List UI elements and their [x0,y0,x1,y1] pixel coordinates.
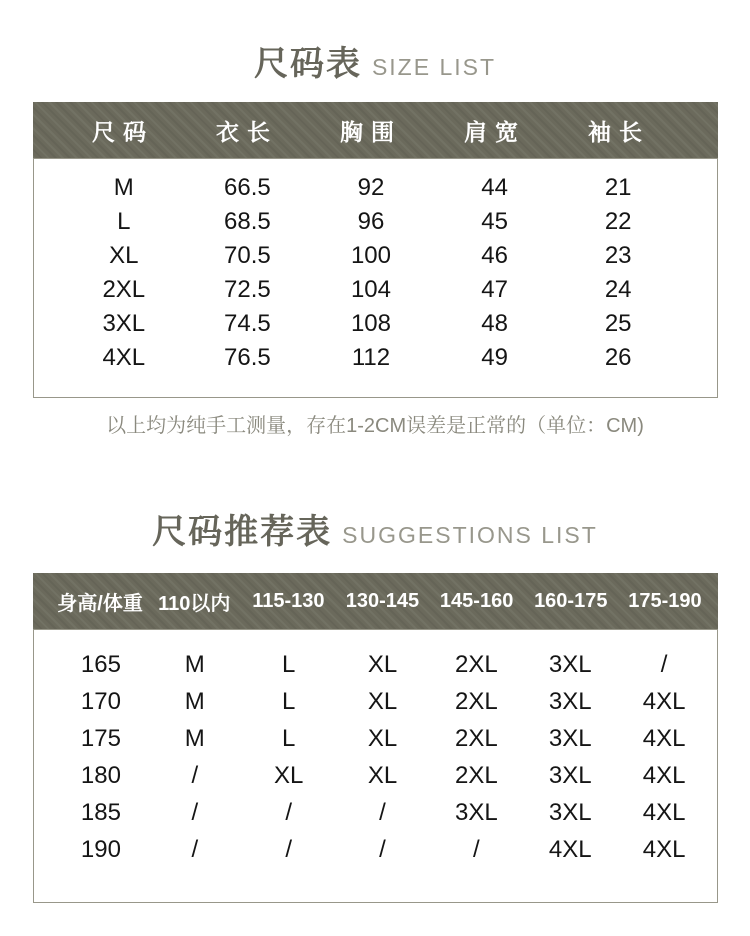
table-cell: 22 [604,208,632,235]
table-cell: 4XL [642,687,686,715]
table-cell: 170 [80,687,121,715]
suggestions-list-title-cn: 尺码推荐表 [152,513,333,551]
suggestions-list-title-en: SUGGESTIONS LIST [342,522,598,548]
table-cell: 3XL [102,310,146,337]
table-cell: / [379,835,386,863]
table-row [54,683,711,720]
table-cell: 3XL [548,687,592,715]
size-table [33,102,718,398]
table-row [62,171,680,205]
table-cell: M [184,650,205,678]
table-cell: 180 [80,761,121,789]
table-cell: 3XL [455,798,498,826]
table-cell: 46 [481,242,508,269]
table-cell: L [281,650,296,678]
table-cell: 4XL [642,835,686,863]
table-cell: 44 [481,174,508,201]
table-cell: 21 [604,174,632,201]
table-cell: 165 [80,650,121,678]
table-cell: 108 [350,310,391,337]
table-cell: 68.5 [224,208,271,235]
suggestion-table [33,573,718,903]
table-cell: 3XL [548,724,592,752]
suggestions-list-title [0,438,750,553]
table-cell: M [184,724,205,752]
table-cell: / [473,835,480,863]
table-cell: 190 [80,835,121,863]
table-row [54,720,711,757]
table-cell: 26 [604,344,632,371]
column-header-weight-145-160: 145-160 [439,589,514,612]
table-cell: 2XL [455,687,498,715]
table-cell: L [281,687,296,715]
table-row [54,831,711,868]
column-header-weight-175-190: 175-190 [628,589,702,612]
column-header-weight-130-145: 130-145 [345,589,420,612]
suggestion-table-header-row [33,573,718,629]
column-header-size: 尺码 [92,118,154,145]
size-list-title-en: SIZE LIST [371,54,497,80]
column-header-sleeve: 袖长 [588,118,650,145]
table-cell: 70.5 [224,242,271,269]
table-cell: 2XL [455,761,498,789]
table-cell: XL [367,650,398,678]
table-cell: 3XL [548,761,592,789]
table-cell: / [191,798,199,826]
table-cell: 49 [481,344,508,371]
table-cell: / [191,761,199,789]
table-cell: 24 [604,276,632,303]
table-row [54,646,711,683]
table-cell: 48 [481,310,508,337]
table-cell: XL [109,242,139,269]
table-cell: XL [367,761,398,789]
table-cell: / [191,835,199,863]
table-cell: XL [367,724,398,752]
column-header-length: 衣长 [216,118,278,145]
table-cell: 3XL [548,798,592,826]
table-cell: L [117,208,131,235]
table-cell: 2XL [455,650,498,678]
table-cell: XL [273,761,304,789]
table-cell: 92 [357,174,385,201]
table-cell: / [379,798,386,826]
table-cell: 4XL [642,798,686,826]
table-row [62,239,680,273]
table-cell: / [285,835,292,863]
table-cell: 4XL [642,724,686,752]
table-cell: 185 [80,798,121,826]
size-list-title-cn: 尺码表 [253,45,362,83]
size-table-body [33,158,718,398]
table-row [54,757,711,794]
column-header-shoulder: 肩宽 [464,118,526,145]
table-cell: M [184,687,205,715]
table-cell: 4XL [102,344,146,371]
table-cell: 3XL [548,650,592,678]
column-header-weight-160-175: 160-175 [534,589,608,612]
table-cell: 2XL [102,276,146,303]
table-cell: / [660,650,668,678]
column-header-weight-110: 110以内 [158,592,231,615]
table-row [62,307,680,341]
table-cell: 66.5 [224,174,271,201]
table-cell: 4XL [642,761,686,789]
table-cell: 72.5 [224,276,271,303]
column-header-chest: 胸围 [340,118,402,145]
table-cell: 23 [604,242,632,269]
table-cell: 45 [481,208,508,235]
table-cell: 112 [351,344,391,371]
table-cell: 175 [80,724,121,752]
size-list-title [0,0,750,85]
table-cell: 2XL [455,724,498,752]
table-cell: 104 [350,276,391,303]
table-cell: 47 [481,276,508,303]
suggestion-table-body [33,629,718,903]
measurement-note: 以上均为纯手工测量，存在1-2CM误差是正常的（单位：CM) [106,415,644,437]
table-cell: M [113,174,134,201]
column-header-height-weight: 身高/体重 [57,592,143,615]
table-row [54,794,711,831]
table-cell: 76.5 [224,344,271,371]
size-table-header-row [33,102,718,158]
table-row [62,273,680,307]
table-cell: 74.5 [224,310,271,337]
table-row [62,341,680,375]
table-cell: 4XL [548,835,592,863]
table-cell: 100 [350,242,391,269]
table-cell: L [281,724,296,752]
table-cell: XL [367,687,398,715]
table-row [62,205,680,239]
table-cell: 96 [357,208,385,235]
column-header-weight-115-130: 115-130 [252,589,325,612]
table-cell: / [285,798,292,826]
table-cell: 25 [604,310,632,337]
